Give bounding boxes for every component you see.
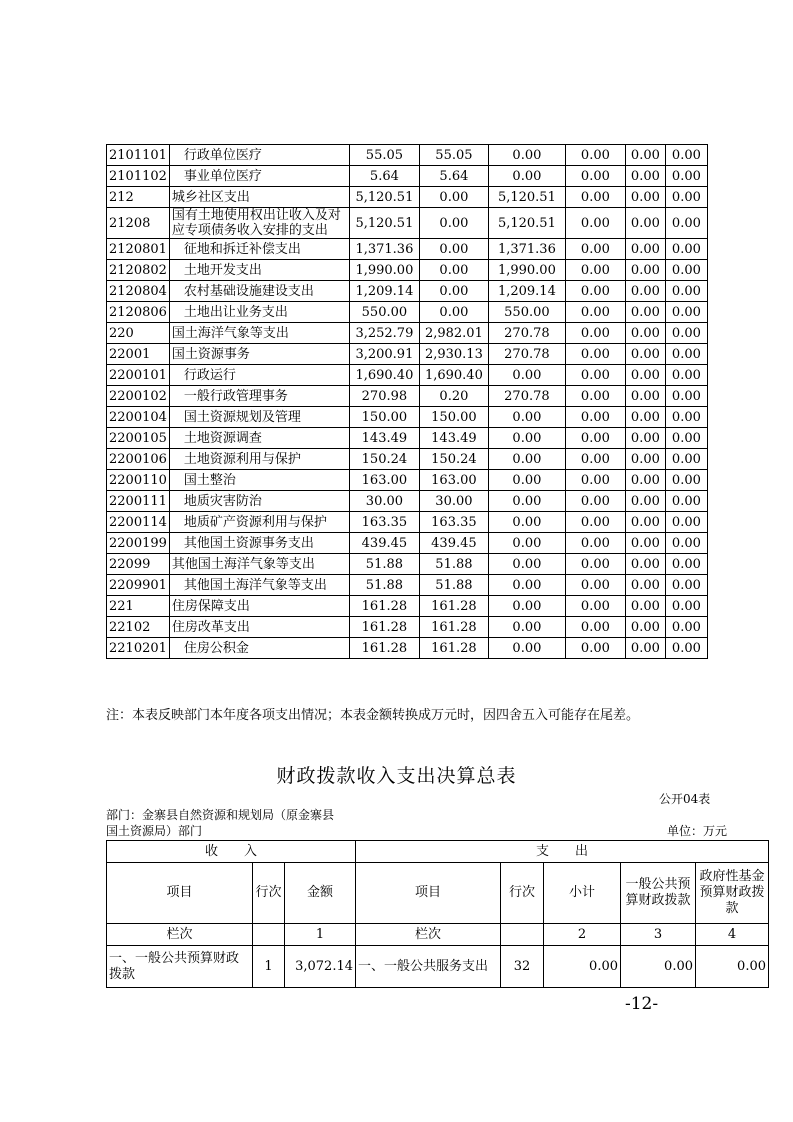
row-code: 2200114 (107, 512, 170, 533)
row-col4: 0.00 (565, 449, 625, 470)
table-row (107, 638, 708, 659)
row-name: 事业单位医疗 (169, 166, 349, 187)
table-row (107, 302, 708, 323)
row-col5: 0.00 (625, 596, 665, 617)
table-row (107, 166, 708, 187)
expense-subtotal: 0.00 (544, 946, 621, 988)
row-name: 其他国土海洋气象等支出 (169, 554, 349, 575)
row-total: 1,690.40 (349, 365, 419, 386)
row-col6: 0.00 (665, 491, 707, 512)
row-col5: 0.00 (625, 166, 665, 187)
fiscal-summary-table (106, 840, 769, 988)
row-total: 51.88 (349, 575, 419, 596)
row-basic: 51.88 (419, 575, 488, 596)
income-item: 一、一般公共预算财政拨款 (107, 946, 253, 988)
row-col5: 0.00 (625, 365, 665, 386)
row-col6: 0.00 (665, 638, 707, 659)
row-col6: 0.00 (665, 260, 707, 281)
row-col4: 0.00 (565, 470, 625, 491)
header-fund-budget: 政府性基金预算财政拨款 (696, 863, 769, 924)
row-total: 143.49 (349, 428, 419, 449)
row-project: 1,371.36 (488, 239, 565, 260)
lanci-label-2: 栏次 (356, 924, 501, 946)
row-col6: 0.00 (665, 166, 707, 187)
row-code: 2200110 (107, 470, 170, 491)
table-row (107, 491, 708, 512)
row-col4: 0.00 (565, 187, 625, 208)
row-col4: 0.00 (565, 302, 625, 323)
lanci-3: 3 (621, 924, 696, 946)
row-basic: 0.00 (419, 260, 488, 281)
row-col6: 0.00 (665, 554, 707, 575)
row-col5: 0.00 (625, 554, 665, 575)
header-expense-item: 项目 (356, 863, 501, 924)
row-total: 150.00 (349, 407, 419, 428)
header-income-amount: 金额 (285, 863, 356, 924)
table-row (107, 428, 708, 449)
row-col4: 0.00 (565, 239, 625, 260)
lanci-1: 1 (285, 924, 356, 946)
lanci-blank-2 (501, 924, 544, 946)
table-row (107, 449, 708, 470)
row-col4: 0.00 (565, 386, 625, 407)
row-col5: 0.00 (625, 260, 665, 281)
row-project: 270.78 (488, 386, 565, 407)
row-total: 161.28 (349, 638, 419, 659)
table-row (107, 617, 708, 638)
row-project: 0.00 (488, 512, 565, 533)
row-project: 0.00 (488, 449, 565, 470)
lanci-2: 2 (544, 924, 621, 946)
row-code: 2209901 (107, 575, 170, 596)
row-col4: 0.00 (565, 617, 625, 638)
row-col6: 0.00 (665, 386, 707, 407)
row-project: 1,209.14 (488, 281, 565, 302)
row-project: 0.00 (488, 533, 565, 554)
row-project: 5,120.51 (488, 187, 565, 208)
row-project: 1,990.00 (488, 260, 565, 281)
row-basic: 163.35 (419, 512, 488, 533)
row-col5: 0.00 (625, 344, 665, 365)
table-row (107, 596, 708, 617)
row-code: 22001 (107, 344, 170, 365)
row-col5: 0.00 (625, 145, 665, 166)
row-name: 住房改革支出 (169, 617, 349, 638)
row-col6: 0.00 (665, 145, 707, 166)
lanci-blank (253, 924, 285, 946)
unit-label: 单位：万元 (667, 824, 728, 838)
row-col4: 0.00 (565, 596, 625, 617)
row-project: 0.00 (488, 365, 565, 386)
row-col6: 0.00 (665, 449, 707, 470)
row-name: 地质矿产资源利用与保护 (169, 512, 349, 533)
table-row (107, 386, 708, 407)
row-col6: 0.00 (665, 470, 707, 491)
row-col4: 0.00 (565, 575, 625, 596)
row-basic: 30.00 (419, 491, 488, 512)
row-project: 270.78 (488, 344, 565, 365)
expense-header: 支 出 (356, 841, 769, 863)
row-basic: 161.28 (419, 638, 488, 659)
header-income-item: 项目 (107, 863, 253, 924)
row-total: 550.00 (349, 302, 419, 323)
row-name: 国土整治 (169, 470, 349, 491)
row-col5: 0.00 (625, 187, 665, 208)
row-basic: 2,930.13 (419, 344, 488, 365)
row-col5: 0.00 (625, 281, 665, 302)
row-basic: 0.00 (419, 187, 488, 208)
row-col4: 0.00 (565, 365, 625, 386)
table-row (107, 145, 708, 166)
row-total: 439.45 (349, 533, 419, 554)
row-project: 0.00 (488, 596, 565, 617)
row-basic: 150.24 (419, 449, 488, 470)
row-code: 2200111 (107, 491, 170, 512)
row-name: 国土资源事务 (169, 344, 349, 365)
row-total: 5,120.51 (349, 208, 419, 239)
row-code: 2200106 (107, 449, 170, 470)
row-col5: 0.00 (625, 407, 665, 428)
row-project: 0.00 (488, 407, 565, 428)
row-basic: 1,690.40 (419, 365, 488, 386)
row-col6: 0.00 (665, 281, 707, 302)
row-basic: 55.05 (419, 145, 488, 166)
row-col5: 0.00 (625, 386, 665, 407)
table-row (107, 344, 708, 365)
row-basic: 163.00 (419, 470, 488, 491)
row-total: 163.00 (349, 470, 419, 491)
row-name: 其他国土海洋气象等支出 (169, 575, 349, 596)
row-total: 30.00 (349, 491, 419, 512)
table-row (107, 281, 708, 302)
department-line-1: 部门：金寨县自然资源和规划局（原金寨县 (106, 808, 335, 822)
row-name: 国土资源规划及管理 (169, 407, 349, 428)
table-row (107, 554, 708, 575)
row-basic: 0.00 (419, 302, 488, 323)
row-total: 163.35 (349, 512, 419, 533)
row-project: 5,120.51 (488, 208, 565, 239)
row-code: 2200104 (107, 407, 170, 428)
table-row (107, 512, 708, 533)
table-row (107, 470, 708, 491)
row-col5: 0.00 (625, 533, 665, 554)
row-project: 0.00 (488, 554, 565, 575)
row-col6: 0.00 (665, 302, 707, 323)
row-total: 150.24 (349, 449, 419, 470)
header-income-line: 行次 (253, 863, 285, 924)
table-row (107, 575, 708, 596)
row-name: 一般行政管理事务 (169, 386, 349, 407)
row-project: 0.00 (488, 638, 565, 659)
row-project: 550.00 (488, 302, 565, 323)
table-row (107, 323, 708, 344)
row-col4: 0.00 (565, 323, 625, 344)
row-code: 2120804 (107, 281, 170, 302)
row-name: 征地和拆迁补偿支出 (169, 239, 349, 260)
row-total: 161.28 (349, 617, 419, 638)
row-code: 2200199 (107, 533, 170, 554)
row-col5: 0.00 (625, 470, 665, 491)
table-row (107, 407, 708, 428)
table-row (107, 533, 708, 554)
row-col5: 0.00 (625, 428, 665, 449)
row-name: 国土海洋气象等支出 (169, 323, 349, 344)
row-col6: 0.00 (665, 239, 707, 260)
row-col5: 0.00 (625, 491, 665, 512)
row-col4: 0.00 (565, 260, 625, 281)
table-title: 财政拨款收入支出决算总表 (276, 765, 517, 787)
row-project: 0.00 (488, 145, 565, 166)
row-name: 住房保障支出 (169, 596, 349, 617)
row-col4: 0.00 (565, 166, 625, 187)
row-name: 土地出让业务支出 (169, 302, 349, 323)
row-code: 2200101 (107, 365, 170, 386)
row-total: 1,209.14 (349, 281, 419, 302)
department-line-2: 国土资源局）部门 (106, 824, 203, 838)
table-note: 注：本表反映部门本年度各项支出情况；本表金额转换成万元时，因四舍五入可能存在尾差。 (106, 708, 640, 723)
table-row (107, 239, 708, 260)
row-code: 22102 (107, 617, 170, 638)
row-total: 3,200.91 (349, 344, 419, 365)
row-col5: 0.00 (625, 575, 665, 596)
row-col5: 0.00 (625, 239, 665, 260)
row-name: 土地资源调查 (169, 428, 349, 449)
row-col4: 0.00 (565, 533, 625, 554)
row-total: 5.64 (349, 166, 419, 187)
table-row (107, 365, 708, 386)
header-general-budget: 一般公共预算财政拨款 (621, 863, 696, 924)
row-code: 21208 (107, 208, 170, 239)
row-code: 2120806 (107, 302, 170, 323)
row-col4: 0.00 (565, 428, 625, 449)
row-col6: 0.00 (665, 575, 707, 596)
row-col6: 0.00 (665, 407, 707, 428)
row-total: 161.28 (349, 596, 419, 617)
row-basic: 161.28 (419, 617, 488, 638)
row-total: 5,120.51 (349, 187, 419, 208)
row-col6: 0.00 (665, 428, 707, 449)
row-col5: 0.00 (625, 208, 665, 239)
row-code: 2120802 (107, 260, 170, 281)
row-basic: 150.00 (419, 407, 488, 428)
row-name: 农村基础设施建设支出 (169, 281, 349, 302)
row-code: 2200102 (107, 386, 170, 407)
table-number: 公开04表 (659, 792, 711, 806)
row-code: 2101101 (107, 145, 170, 166)
row-col6: 0.00 (665, 344, 707, 365)
row-col4: 0.00 (565, 554, 625, 575)
expense-item: 一、一般公共服务支出 (356, 946, 501, 988)
expenditure-table (106, 144, 708, 659)
header-expense-line: 行次 (501, 863, 544, 924)
row-col6: 0.00 (665, 187, 707, 208)
row-col4: 0.00 (565, 208, 625, 239)
row-total: 51.88 (349, 554, 419, 575)
row-name: 其他国土资源事务支出 (169, 533, 349, 554)
row-code: 2120801 (107, 239, 170, 260)
row-basic: 143.49 (419, 428, 488, 449)
row-col6: 0.00 (665, 533, 707, 554)
row-col5: 0.00 (625, 617, 665, 638)
row-name: 行政单位医疗 (169, 145, 349, 166)
header-subtotal: 小计 (544, 863, 621, 924)
page-number: -12- (625, 994, 659, 1014)
table-row (107, 187, 708, 208)
row-basic: 2,982.01 (419, 323, 488, 344)
row-basic: 439.45 (419, 533, 488, 554)
row-col4: 0.00 (565, 281, 625, 302)
row-code: 212 (107, 187, 170, 208)
lanci-label: 栏次 (107, 924, 253, 946)
row-project: 0.00 (488, 491, 565, 512)
row-col4: 0.00 (565, 407, 625, 428)
row-basic: 161.28 (419, 596, 488, 617)
row-total: 270.98 (349, 386, 419, 407)
expense-line: 32 (501, 946, 544, 988)
row-col5: 0.00 (625, 302, 665, 323)
row-col6: 0.00 (665, 617, 707, 638)
row-col4: 0.00 (565, 638, 625, 659)
row-name: 行政运行 (169, 365, 349, 386)
expense-general: 0.00 (621, 946, 696, 988)
row-basic: 0.00 (419, 239, 488, 260)
income-line: 1 (253, 946, 285, 988)
row-project: 0.00 (488, 428, 565, 449)
row-name: 住房公积金 (169, 638, 349, 659)
row-project: 0.00 (488, 470, 565, 491)
income-amount: 3,072.14 (285, 946, 356, 988)
row-name: 城乡社区支出 (169, 187, 349, 208)
row-col5: 0.00 (625, 323, 665, 344)
row-name: 土地开发支出 (169, 260, 349, 281)
row-code: 22099 (107, 554, 170, 575)
row-col6: 0.00 (665, 596, 707, 617)
row-basic: 5.64 (419, 166, 488, 187)
income-header: 收 入 (107, 841, 356, 863)
lanci-4: 4 (696, 924, 769, 946)
row-basic: 0.00 (419, 281, 488, 302)
row-code: 2101102 (107, 166, 170, 187)
row-col6: 0.00 (665, 365, 707, 386)
row-code: 2200105 (107, 428, 170, 449)
row-col4: 0.00 (565, 491, 625, 512)
row-basic: 0.20 (419, 386, 488, 407)
row-col4: 0.00 (565, 512, 625, 533)
table-row (107, 208, 708, 239)
row-project: 0.00 (488, 575, 565, 596)
row-total: 1,371.36 (349, 239, 419, 260)
row-code: 2210201 (107, 638, 170, 659)
row-col5: 0.00 (625, 512, 665, 533)
row-col5: 0.00 (625, 638, 665, 659)
row-col5: 0.00 (625, 449, 665, 470)
row-project: 0.00 (488, 617, 565, 638)
row-name: 地质灾害防治 (169, 491, 349, 512)
row-total: 3,252.79 (349, 323, 419, 344)
row-code: 220 (107, 323, 170, 344)
row-project: 270.78 (488, 323, 565, 344)
row-basic: 0.00 (419, 208, 488, 239)
row-col6: 0.00 (665, 208, 707, 239)
row-total: 55.05 (349, 145, 419, 166)
row-code: 221 (107, 596, 170, 617)
row-project: 0.00 (488, 166, 565, 187)
expense-fund: 0.00 (696, 946, 769, 988)
table-row (107, 260, 708, 281)
row-col4: 0.00 (565, 344, 625, 365)
row-total: 1,990.00 (349, 260, 419, 281)
row-col6: 0.00 (665, 323, 707, 344)
row-basic: 51.88 (419, 554, 488, 575)
row-name: 土地资源利用与保护 (169, 449, 349, 470)
row-name: 国有土地使用权出让收入及对应专项债务收入安排的支出 (169, 208, 349, 239)
row-col6: 0.00 (665, 512, 707, 533)
row-col4: 0.00 (565, 145, 625, 166)
